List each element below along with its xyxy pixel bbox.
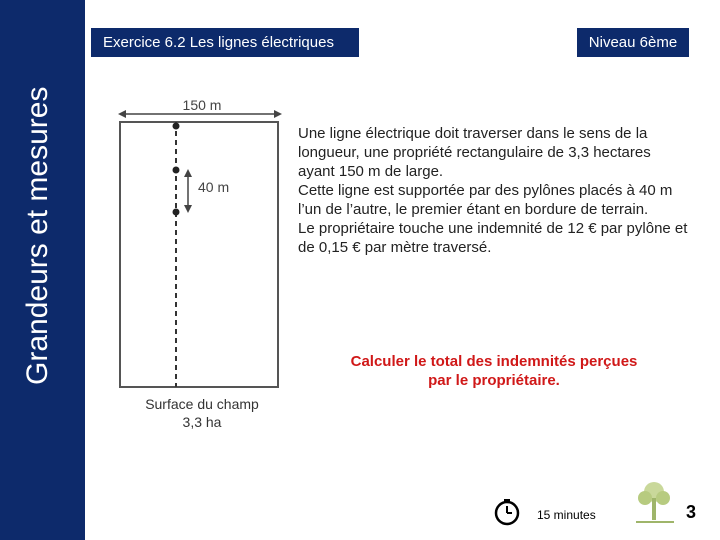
clock-icon <box>493 498 521 531</box>
sidebar-title: Grandeurs et mesures <box>21 86 54 385</box>
question <box>298 352 690 390</box>
statement-paragraph: Cette ligne est supportée par des pylônes placés à 40 m l’un de l’autre, le premier étant en bordure de terrain. <box>298 182 673 218</box>
exercise-title: Exercice 6.2 Les lignes électriques <box>91 28 359 57</box>
field-figure <box>110 92 290 437</box>
pylon-marker <box>173 123 180 130</box>
page-number: 3 <box>686 502 697 522</box>
duration <box>493 498 596 531</box>
surface-value: 3,3 ha <box>182 414 222 430</box>
field-diagram <box>110 92 290 437</box>
question-line: Calculer le total des indemnités perçues <box>350 353 638 370</box>
spacing-arrow <box>184 169 192 213</box>
duration-label: 15 minutes <box>537 507 596 522</box>
width-label: 150 m <box>182 97 222 113</box>
pylon-marker <box>173 209 180 216</box>
surface-label: Surface du champ <box>145 396 259 412</box>
sidebar <box>0 0 85 540</box>
statement-paragraph: Une ligne électrique doit traverser dans le sens de la longueur, une propriété rectangulaire de 3,3 hectares ayant 150 m de large. <box>298 125 651 180</box>
spacing-label: 40 m <box>198 179 230 195</box>
tree-icon <box>630 478 678 526</box>
question-line: par le propriétaire. <box>428 372 560 389</box>
statement-paragraph: Le propriétaire touche une indemnité de 12 € par pylône et de 0,15 € par mètre traversé. <box>298 220 688 256</box>
pylon-marker <box>173 167 180 174</box>
field-rectangle <box>120 122 278 387</box>
level-badge: Niveau 6ème <box>577 28 689 57</box>
problem-statement <box>298 124 690 257</box>
